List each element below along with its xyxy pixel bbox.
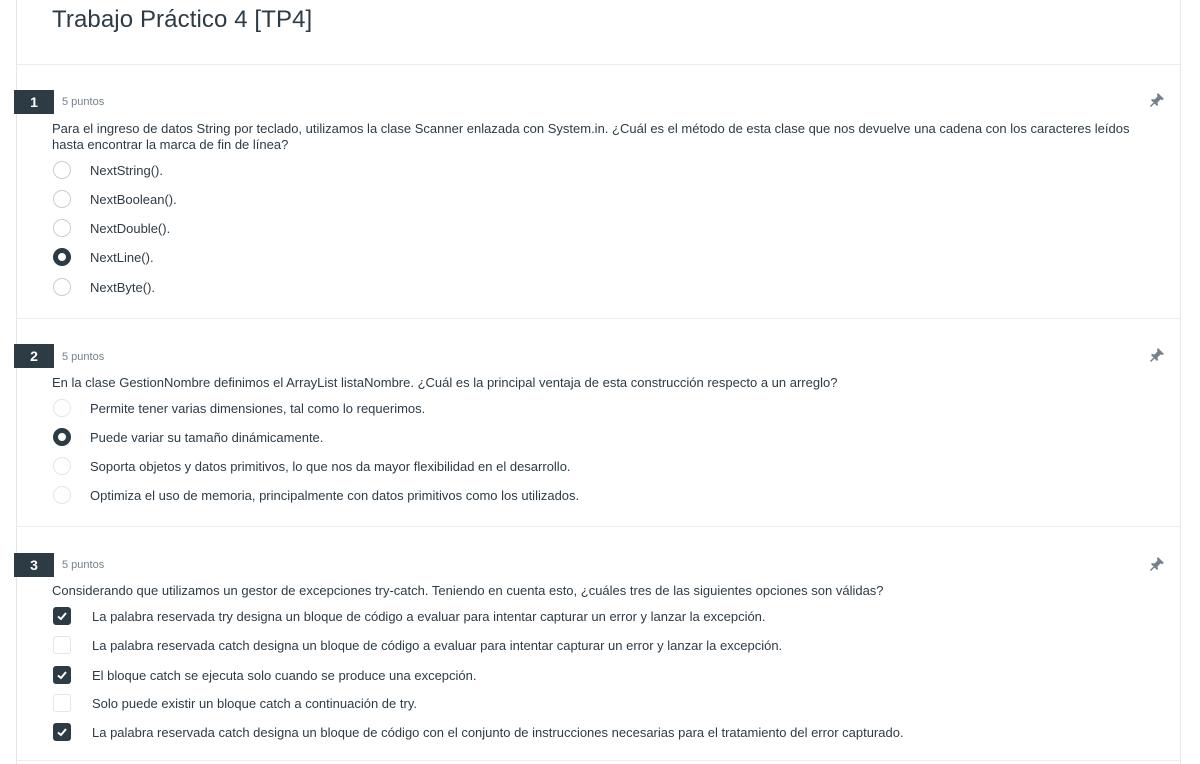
separator: [17, 64, 1180, 65]
checkbox[interactable]: [53, 636, 71, 654]
option-label: NextString().: [90, 162, 163, 178]
question-number: 2: [14, 344, 54, 368]
question-number: 3: [14, 553, 54, 577]
question-text: Para el ingreso de datos String por teclado, utilizamos la clase Scanner enlazada con System.in. ¿Cuál es el método de esta clase que nos devuelve una cadena con los caracteres leídos hasta encontrar la marca de fin de línea?: [52, 121, 1130, 152]
answer-option[interactable]: [52, 484, 579, 506]
option-label: NextByte().: [90, 279, 156, 295]
answer-option[interactable]: [52, 634, 782, 656]
answer-option[interactable]: [52, 692, 417, 714]
question-text: En la clase GestionNombre definimos el ArrayList listaNombre. ¿Cuál es la principal ventaja de esta construcción respecto a un arreglo?: [52, 375, 838, 390]
radio-button-selected[interactable]: [53, 428, 71, 446]
checkmark-icon: [56, 610, 68, 622]
answer-option-selected[interactable]: [52, 664, 476, 686]
answer-option-selected[interactable]: [52, 426, 323, 448]
checkbox-checked[interactable]: [53, 607, 71, 625]
option-label: La palabra reservada catch designa un bloque de código con el conjunto de instrucciones necesarias para el tratamiento del error capturado.: [92, 724, 904, 740]
radio-button[interactable]: [53, 219, 71, 237]
option-label: NextDouble().: [90, 220, 171, 236]
quiz-title: Trabajo Práctico 4 [TP4]: [52, 6, 313, 33]
page-frame-right: [1180, 0, 1181, 764]
checkbox-checked[interactable]: [53, 666, 71, 684]
radio-button[interactable]: [53, 486, 71, 504]
answer-option[interactable]: [52, 188, 177, 210]
answer-option-selected[interactable]: [52, 721, 904, 743]
question-points: 5 puntos: [62, 559, 105, 571]
question-points: 5 puntos: [62, 351, 105, 363]
option-label: Permite tener varias dimensiones, tal como lo requerimos.: [90, 400, 426, 416]
option-label: El bloque catch se ejecuta solo cuando se produce una excepción.: [92, 667, 477, 683]
option-label: La palabra reservada catch designa un bloque de código a evaluar para intentar capturar un error y lanzar la excepción.: [92, 637, 783, 653]
question-text: Considerando que utilizamos un gestor de excepciones try-catch. Teniendo en cuenta esto, ¿cuáles tres de las siguientes opciones son válidas?: [52, 583, 884, 598]
option-label: NextBoolean().: [90, 191, 177, 207]
option-label: NextLine().: [90, 249, 154, 265]
option-label: Solo puede existir un bloque catch a continuación de try.: [92, 695, 417, 711]
checkmark-icon: [56, 669, 68, 681]
separator: [17, 760, 1180, 761]
checkbox-checked[interactable]: [53, 723, 71, 741]
radio-button-selected[interactable]: [53, 248, 71, 266]
separator: [17, 318, 1180, 319]
option-label: Puede variar su tamaño dinámicamente.: [90, 429, 324, 445]
answer-option[interactable]: [52, 455, 571, 477]
radio-button[interactable]: [53, 190, 71, 208]
option-label: La palabra reservada try designa un bloque de código a evaluar para intentar capturar un error y lanzar la excepción.: [92, 608, 766, 624]
checkbox[interactable]: [53, 694, 71, 712]
radio-button[interactable]: [53, 399, 71, 417]
answer-option[interactable]: [52, 159, 163, 181]
option-label: Optimiza el uso de memoria, principalmente con datos primitivos como los utilizados.: [90, 487, 580, 503]
page-frame-left: [16, 0, 17, 764]
pin-icon[interactable]: [1148, 91, 1166, 109]
radio-button[interactable]: [53, 161, 71, 179]
radio-button[interactable]: [53, 457, 71, 475]
answer-option-selected[interactable]: [52, 605, 766, 627]
checkmark-icon: [56, 726, 68, 738]
answer-option-selected[interactable]: [52, 246, 154, 268]
radio-button[interactable]: [53, 278, 71, 296]
pin-icon[interactable]: [1148, 555, 1166, 573]
pin-icon[interactable]: [1148, 346, 1166, 364]
answer-option[interactable]: [52, 217, 170, 239]
option-label: Soporta objetos y datos primitivos, lo que nos da mayor flexibilidad en el desarrollo.: [90, 458, 571, 474]
question-number: 1: [14, 90, 54, 114]
answer-option[interactable]: [52, 276, 155, 298]
question-points: 5 puntos: [62, 96, 105, 108]
answer-option[interactable]: [52, 397, 425, 419]
separator: [17, 526, 1180, 527]
